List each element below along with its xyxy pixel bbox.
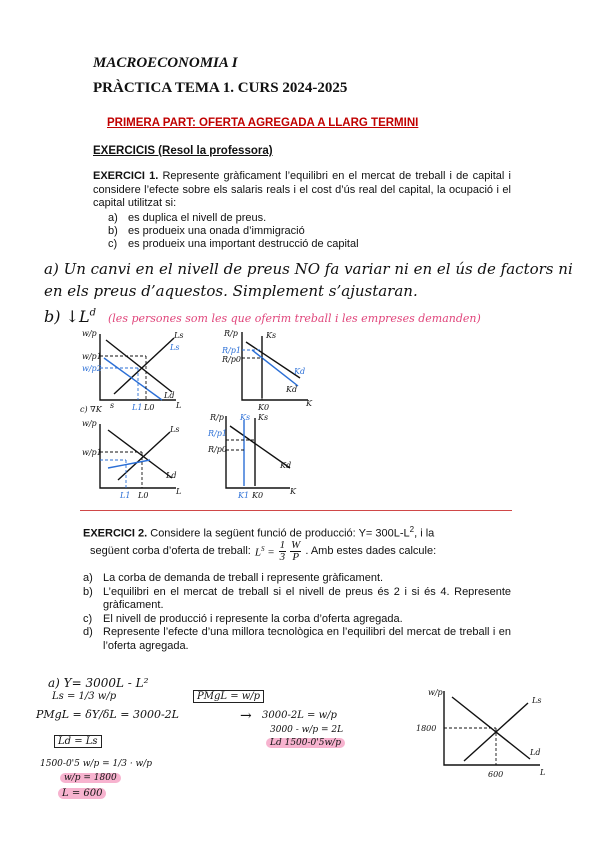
graph-x-label: L: [540, 768, 546, 777]
graph2-demand-label: Kd: [286, 385, 298, 394]
graph4-k1: K1: [238, 491, 250, 500]
graph3-supply-label: Ls: [170, 425, 180, 434]
graph2-tick2: R/p0: [222, 355, 241, 364]
graph2-demand2-label: Kd: [294, 367, 306, 376]
graph4-tick1: R/p1: [208, 429, 227, 438]
exercise2-label: EXERCICI 2.: [83, 527, 148, 540]
graph3-demand-line: [108, 430, 172, 478]
solution-line4: 3000-2L = w/p: [262, 710, 337, 721]
solution-boxed1: PMgL = w/p: [193, 690, 264, 703]
exercise1-statement: [93, 170, 511, 211]
graph4-supply1-label: Ks: [240, 413, 251, 422]
exercise2-statement: EXERCICI 2. Considere la següent funció de producció: $Y= 300L-L^2$, i la: [83, 525, 435, 540]
graph4-supply0-label: Ks: [258, 413, 269, 422]
section-title: PRIMERA PART: OFERTA AGREGADA A LLARG TERMINI: [107, 117, 419, 129]
solution-line7: 1500-0'5 w/p = 1/3 · w/p: [40, 759, 153, 769]
exercises-heading: EXERCICIS (Resol la professora): [93, 145, 273, 157]
solution-line3: PMgL = δY/δL = 3000-2L: [36, 708, 179, 721]
solution-boxed2: Ld = Ls: [54, 735, 102, 748]
graph3-l0: L0: [138, 491, 149, 500]
handwritten-answer-b: b) $↓L^d$: [44, 307, 97, 326]
graph-supply-label: Ls: [532, 696, 542, 705]
graph1-x-label: L: [176, 401, 182, 410]
exercise1-label: EXERCICI 1.: [93, 170, 159, 182]
exercise2-items: [83, 572, 511, 653]
solution-line1: a) Y= 3000L - L²: [48, 676, 149, 690]
graph-y-label: w/p: [428, 688, 443, 697]
graph3-demand-label: Ld: [166, 471, 177, 480]
answer-c-sup: s: [110, 401, 115, 410]
graph3-y-label: w/p: [82, 419, 97, 428]
graph2-y-label: R/p: [224, 329, 238, 338]
list-item: b) L’equilibri en el mercat de treball si el nivell de preus és 2 i si és 4. Represente gràficament.: [83, 585, 511, 611]
graph3-l1: L1: [120, 491, 131, 500]
graph3-shift: [108, 460, 150, 468]
supply-line: [464, 703, 528, 761]
graph4-x-label: K: [290, 487, 296, 496]
graph4-tick0: R/p0: [208, 445, 227, 454]
formula-fraction-1: $\frac{1}{3}$: [279, 539, 286, 563]
graph1-tick1: w/p1: [82, 352, 102, 361]
graph1-supply-label: Ls: [174, 331, 184, 340]
solution-line6: Ld 1500-0'5w/p: [266, 738, 345, 748]
graph4-y-label: R/p: [210, 413, 224, 422]
list-item: d) Represente l’efecte d’una millora tecnològica en l’equilibri del mercat de treball i en l’oferta agregada.: [83, 626, 511, 652]
graph1-l0: L0: [144, 403, 155, 412]
graph4-demand-label: Kd: [280, 461, 292, 470]
graph1-supply2-label: Ls: [170, 343, 180, 352]
graph-y-value: 1800: [416, 724, 437, 733]
list-item: a) La corba de demanda de treball i represente gràficament.: [83, 572, 384, 584]
exercise1-text: Represente gràficament l’equilibri en el mercat de treball i de capital i considere l’efecte sobre els salaris reals i el cost d’ús real del capital, la ocupació i el capital utilitzat si:: [93, 170, 511, 209]
graph1-y-label: w/p: [82, 329, 97, 338]
graph-demand-label: Ld: [530, 748, 541, 757]
graph1-shifted-demand: [104, 358, 162, 400]
graph2-tick1: R/p1: [222, 346, 241, 355]
exercise2-formula-line: següent corba d’oferta de treball: $L^S$ = $\frac{1}{3}$ $\frac{W}{P}$ . Amb estes dades calcule:: [90, 539, 437, 563]
graph-x-value: 600: [488, 770, 504, 779]
list-item: b) es produeix una onada d’immigració: [108, 225, 305, 237]
graph2-k0: K0: [258, 403, 270, 412]
exercise1-items: [108, 212, 508, 251]
solution-line9: L = 600: [58, 788, 106, 799]
document-subtitle: PRÀCTICA TEMA 1. CURS 2024-2025: [93, 80, 348, 96]
solution-arrow: →: [240, 708, 252, 724]
list-item: c) El nivell de producció i represente la corba d’oferta agregada.: [83, 612, 403, 625]
graph4-k0: K0: [252, 491, 264, 500]
document-title: MACROECONOMIA I: [93, 55, 238, 71]
graph3-tick1: w/p1: [82, 448, 102, 457]
handwritten-note: (les persones som les que oferim treball i les empreses demanden): [108, 312, 481, 325]
graph1-l1: L1: [132, 403, 143, 412]
exercise1-graphs: [80, 328, 520, 500]
graph3-x-label: L: [176, 487, 182, 496]
graph2-axes: [242, 332, 308, 400]
handwritten-answer-a: a) Un canvi en el nivell de preus NO fa variar ni en el ús de factors ni en els preus d’aquestos. Simplement s’ajustaran.: [44, 260, 573, 300]
exercise2-graph: [400, 685, 570, 785]
graph2-x-label: K: [306, 399, 312, 408]
graph2-demand-line: [246, 342, 300, 378]
graph1-demand-label: Ld: [164, 391, 175, 400]
answer-c-label: c) ∇K: [80, 405, 102, 414]
list-item: a) es duplica el nivell de preus.: [108, 212, 267, 224]
solution-line5: 3000 - w/p = 2L: [270, 725, 344, 735]
solution-line2: Ls = 1/3 w/p: [52, 691, 117, 702]
graph4-axes: [226, 416, 290, 488]
solution-line8: w/p = 1800: [60, 773, 121, 783]
graph2-supply-label: Ks: [266, 331, 277, 340]
formula-fraction-2: $\frac{W}{P}$: [291, 539, 301, 563]
divider: [80, 510, 512, 511]
graph2-shifted-demand: [252, 350, 298, 386]
graph1-tick2: w/p2: [82, 364, 102, 373]
list-item: c) es produeix una important destrucció de capital: [108, 238, 359, 250]
graph3-axes: [100, 424, 176, 488]
